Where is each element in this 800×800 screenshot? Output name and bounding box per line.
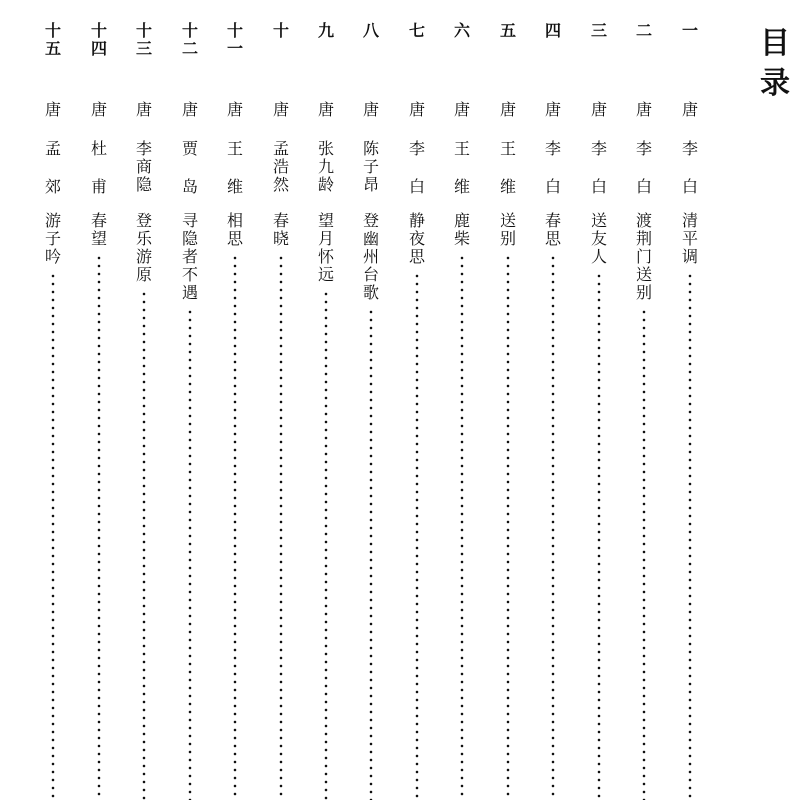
entry-author-char: 李 [135, 139, 152, 158]
entry-dynasty: 唐 [453, 100, 470, 119]
entry-author-char: 李 [635, 139, 652, 158]
entry-title-char: 子 [44, 229, 61, 248]
entry-author-char: 白 [635, 177, 652, 196]
toc-entry[interactable] [540, 22, 566, 800]
entry-title [268, 212, 294, 248]
entry-title-char: 原 [135, 265, 152, 284]
entry-dynasty: 唐 [590, 100, 607, 119]
entry-author-char: 浩 [272, 157, 289, 176]
entry-author-char: 李 [544, 139, 561, 158]
entry-number-char: 二 [181, 39, 198, 58]
entry-number [131, 22, 157, 58]
leader-dots [188, 308, 192, 800]
entry-number [177, 22, 203, 58]
entry-number [313, 22, 339, 40]
toc-entry[interactable] [313, 22, 339, 800]
entry-dynasty: 唐 [135, 100, 152, 119]
entry-author-char: 九 [317, 157, 334, 176]
entry-title-char: 寻 [181, 211, 198, 230]
entry-title-char: 州 [362, 247, 379, 266]
entry-author [677, 140, 703, 196]
entry-title [177, 212, 203, 302]
entry-number [86, 22, 112, 58]
entry-title-char: 晓 [272, 229, 289, 248]
toc-entry[interactable] [586, 22, 612, 800]
entry-number-char: 六 [453, 21, 470, 40]
entry-title-char: 台 [362, 265, 379, 284]
entry-title-char: 渡 [635, 211, 652, 230]
entry-author-char: 然 [272, 175, 289, 194]
entry-title-char: 思 [226, 229, 243, 248]
entry-title-char: 友 [590, 229, 607, 248]
entry-author-char: 维 [453, 177, 470, 196]
entry-author-char: 陈 [362, 139, 379, 158]
entry-number [540, 22, 566, 40]
entry-author [495, 140, 521, 196]
entry-title [449, 212, 475, 248]
entry-title-char: 怀 [317, 247, 334, 266]
entry-title-char: 思 [408, 247, 425, 266]
entry-dynasty: 唐 [499, 100, 516, 119]
entry-author-char: 李 [681, 139, 698, 158]
entry-number-char: 一 [226, 39, 243, 58]
entry-title-char: 清 [681, 211, 698, 230]
entry-number-char: 十 [181, 21, 198, 40]
entry-title-char: 送 [499, 211, 516, 230]
entry-number [268, 22, 294, 40]
entry-title [86, 212, 112, 248]
entry-author-char: 王 [453, 139, 470, 158]
entry-title-char: 吟 [44, 247, 61, 266]
entry-title [586, 212, 612, 266]
entry-number [404, 22, 430, 40]
entry-number [631, 22, 657, 40]
entry-title-char: 乐 [135, 229, 152, 248]
leader-dots [51, 272, 55, 800]
entry-author-char: 子 [362, 157, 379, 176]
entry-title [495, 212, 521, 248]
entry-title [131, 212, 157, 284]
entry-dynasty: 唐 [635, 100, 652, 119]
entry-number [222, 22, 248, 58]
entry-dynasty: 唐 [544, 100, 561, 119]
leader-dots [688, 272, 692, 800]
leader-dots [551, 254, 555, 800]
entry-title-char: 游 [44, 211, 61, 230]
entry-author [540, 140, 566, 196]
entry-author-char: 昂 [362, 175, 379, 194]
entry-title-char: 门 [635, 247, 652, 266]
entry-number [358, 22, 384, 40]
entry-title-char: 鹿 [453, 211, 470, 230]
entry-author [131, 140, 157, 194]
entry-title-char: 幽 [362, 229, 379, 248]
entry-title [631, 212, 657, 302]
entry-title-char: 歌 [362, 283, 379, 302]
toc-entry[interactable] [40, 22, 66, 800]
entry-author-char: 白 [681, 177, 698, 196]
entry-number-char: 十 [272, 21, 289, 40]
entry-author [40, 140, 66, 196]
entry-author-char: 白 [544, 177, 561, 196]
toc-entry[interactable] [177, 22, 203, 800]
entry-title-char: 者 [181, 247, 198, 266]
entry-title-char: 登 [362, 211, 379, 230]
leader-dots [97, 254, 101, 800]
entry-dynasty: 唐 [181, 100, 198, 119]
entry-title-char: 月 [317, 229, 334, 248]
toc-entry[interactable] [222, 22, 248, 800]
entry-number-char: 三 [590, 21, 607, 40]
entry-dynasty: 唐 [317, 100, 334, 119]
entry-title-char: 人 [590, 247, 607, 266]
leader-dots [415, 272, 419, 800]
entry-title-char: 远 [317, 265, 334, 284]
entry-author [222, 140, 248, 196]
leader-dots [369, 308, 373, 800]
entry-dynasty: 唐 [90, 100, 107, 119]
page-title-char: 目 [760, 26, 790, 61]
toc-entry[interactable] [358, 22, 384, 800]
entry-number [677, 22, 703, 40]
entry-author-char: 贾 [181, 139, 198, 158]
leader-dots [597, 272, 601, 800]
entry-author-char: 甫 [90, 177, 107, 196]
entry-number-char: 七 [408, 21, 425, 40]
toc-entry[interactable] [631, 22, 657, 800]
entry-number-char: 十 [226, 21, 243, 40]
entry-dynasty: 唐 [681, 100, 698, 119]
entry-author-char: 孟 [44, 139, 61, 158]
entry-number-char: 四 [90, 39, 107, 58]
entry-title-char: 隐 [181, 229, 198, 248]
entry-title-char: 春 [544, 211, 561, 230]
entry-title-char: 荆 [635, 229, 652, 248]
entry-number [586, 22, 612, 40]
entry-number-char: 三 [135, 39, 152, 58]
toc-entry[interactable] [131, 22, 157, 800]
leader-dots [642, 308, 646, 800]
entry-number-char: 一 [681, 21, 698, 40]
entry-dynasty: 唐 [408, 100, 425, 119]
entry-title [313, 212, 339, 284]
entry-author [177, 140, 203, 196]
toc-entry[interactable] [449, 22, 475, 800]
entry-title-char: 望 [317, 211, 334, 230]
entry-author-char: 岛 [181, 177, 198, 196]
entry-title-char: 夜 [408, 229, 425, 248]
leader-dots [506, 254, 510, 800]
page-title [757, 24, 793, 104]
entry-title-char: 游 [135, 247, 152, 266]
entry-title-char: 登 [135, 211, 152, 230]
toc-entry[interactable] [677, 22, 703, 800]
entry-title [222, 212, 248, 248]
entry-author-char: 杜 [90, 139, 107, 158]
entry-title-char: 春 [272, 211, 289, 230]
entry-number [40, 22, 66, 58]
entry-number-char: 四 [544, 21, 561, 40]
entry-author-char: 郊 [44, 177, 61, 196]
entry-number-char: 十 [90, 21, 107, 40]
toc-entry[interactable] [404, 22, 430, 800]
entry-number-char: 八 [362, 21, 379, 40]
entry-title-char: 别 [499, 229, 516, 248]
entry-number-char: 二 [635, 21, 652, 40]
entry-dynasty: 唐 [272, 100, 289, 119]
leader-dots [142, 290, 146, 800]
entry-author [313, 140, 339, 194]
entry-number-char: 九 [317, 21, 334, 40]
entry-author [358, 140, 384, 194]
entry-title-char: 调 [681, 247, 698, 266]
entry-author [268, 140, 294, 194]
toc-entry[interactable] [495, 22, 521, 800]
entry-title-char: 望 [90, 229, 107, 248]
entry-author [586, 140, 612, 196]
entry-title [40, 212, 66, 266]
leader-dots [324, 290, 328, 800]
entry-title-char: 送 [635, 265, 652, 284]
entry-author-char: 王 [499, 139, 516, 158]
entry-author-char: 王 [226, 139, 243, 158]
entry-dynasty: 唐 [44, 100, 61, 119]
entry-author-char: 隐 [135, 175, 152, 194]
entry-author-char: 白 [408, 177, 425, 196]
entry-number-char: 十 [135, 21, 152, 40]
entry-author-char: 商 [135, 157, 152, 176]
entry-author-char: 李 [408, 139, 425, 158]
entry-title-char: 相 [226, 211, 243, 230]
entry-author-char: 张 [317, 139, 334, 158]
entry-author-char: 龄 [317, 175, 334, 194]
entry-author-char: 李 [590, 139, 607, 158]
entry-author-char: 孟 [272, 139, 289, 158]
entry-title-char: 送 [590, 211, 607, 230]
toc-entry[interactable] [268, 22, 294, 800]
entry-title [540, 212, 566, 248]
entry-title-char: 柴 [453, 229, 470, 248]
entry-dynasty: 唐 [226, 100, 243, 119]
entry-title-char: 平 [681, 229, 698, 248]
entry-title [358, 212, 384, 302]
entry-author-char: 白 [590, 177, 607, 196]
leader-dots [233, 254, 237, 800]
leader-dots [460, 254, 464, 800]
entry-title [677, 212, 703, 266]
entry-title [404, 212, 430, 266]
entry-number-char: 五 [44, 39, 61, 58]
entry-number [495, 22, 521, 40]
entry-title-char: 遇 [181, 283, 198, 302]
entry-dynasty: 唐 [362, 100, 379, 119]
entry-author [631, 140, 657, 196]
entry-title-char: 别 [635, 283, 652, 302]
toc-entry[interactable] [86, 22, 112, 800]
entry-author [86, 140, 112, 196]
entry-title-char: 静 [408, 211, 425, 230]
entry-number [449, 22, 475, 40]
entry-author-char: 维 [226, 177, 243, 196]
entry-author [449, 140, 475, 196]
entry-number-char: 十 [44, 21, 61, 40]
entry-author [404, 140, 430, 196]
entry-title-char: 春 [90, 211, 107, 230]
entry-title-char: 思 [544, 229, 561, 248]
entry-author-char: 维 [499, 177, 516, 196]
entry-number-char: 五 [499, 21, 516, 40]
page-title-char: 录 [760, 66, 790, 101]
entry-title-char: 不 [181, 265, 198, 284]
leader-dots [279, 254, 283, 800]
